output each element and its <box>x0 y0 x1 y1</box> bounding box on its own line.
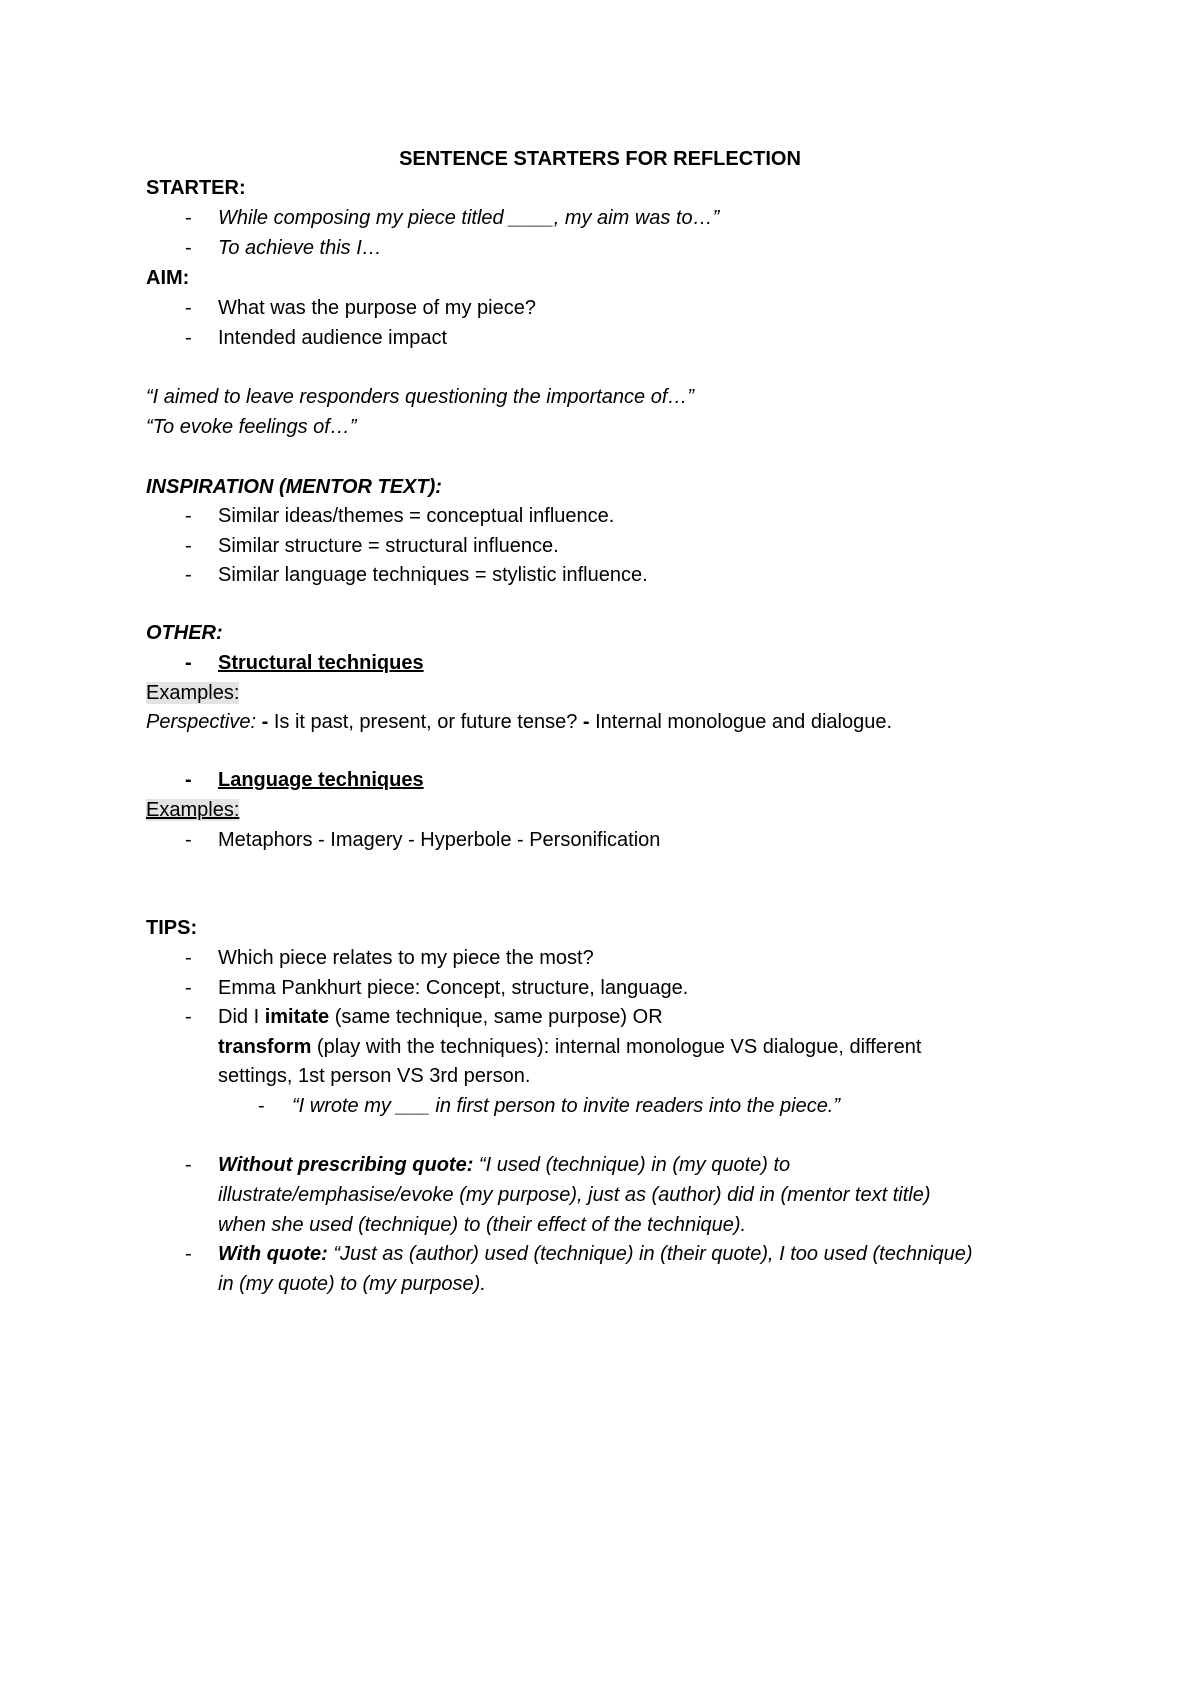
inspiration-item: Similar structure = structural influence. <box>218 535 559 557</box>
dash-bullet: - <box>185 1243 192 1265</box>
aim-quote: “I aimed to leave responders questioning the importance of…” <box>146 386 695 408</box>
tips-heading: TIPS: <box>146 917 198 939</box>
aim-item: Intended audience impact <box>218 327 448 349</box>
dash-bullet: - <box>185 1006 192 1028</box>
transform-term: transform <box>218 1036 312 1058</box>
tip-subitem: “I wrote my ___ in first person to invite readers into the piece.” <box>292 1095 841 1117</box>
examples-label: Examples: <box>146 799 240 821</box>
inspiration-item: Similar language techniques = stylistic influence. <box>218 564 648 586</box>
dash-separator: - <box>577 711 596 733</box>
perspective-line <box>146 709 892 735</box>
dash-bullet: - <box>185 652 192 674</box>
language-techniques-label: Language techniques <box>218 769 424 791</box>
starter-heading: STARTER: <box>146 177 246 199</box>
page-title: SENTENCE STARTERS FOR REFLECTION <box>399 148 801 170</box>
without-quote-label: Without prescribing quote: <box>218 1154 474 1176</box>
aim-quote: “To evoke feelings of…” <box>146 416 357 438</box>
perspective-label: Perspective: <box>146 711 257 733</box>
tip-item-transform: transform (play with the techniques): internal monologue VS dialogue, different <box>218 1036 922 1058</box>
tip-continued: when she used (technique) to (their effect of the technique). <box>218 1214 747 1236</box>
tip-item-imitate: Did I imitate (same technique, same purpose) OR <box>218 1006 663 1028</box>
inspiration-heading: INSPIRATION (MENTOR TEXT): <box>146 476 442 498</box>
inspiration-item: Similar ideas/themes = conceptual influence. <box>218 505 615 527</box>
tip-item: Emma Pankhurt piece: Concept, structure, language. <box>218 977 689 999</box>
tip-item-continued: settings, 1st person VS 3rd person. <box>218 1065 531 1087</box>
language-examples: Metaphors - Imagery - Hyperbole - Personification <box>218 829 661 851</box>
tip-continued: in (my quote) to (my purpose). <box>218 1273 486 1295</box>
starter-item: To achieve this I… <box>218 237 382 259</box>
starter-item: While composing my piece titled ____, my aim was to…” <box>218 207 720 229</box>
dash-bullet: - <box>185 237 192 259</box>
dash-bullet: - <box>185 829 192 851</box>
dash-bullet: - <box>185 535 192 557</box>
dash-bullet: - <box>185 207 192 229</box>
dash-bullet: - <box>185 327 192 349</box>
tip-item: Which piece relates to my piece the most? <box>218 947 594 969</box>
dash-bullet: - <box>185 505 192 527</box>
dash-bullet: - <box>185 769 192 791</box>
tip-with-quote: With quote: “Just as (author) used (technique) in (their quote), I too used (technique) <box>218 1243 973 1265</box>
dash-bullet: - <box>258 1095 265 1117</box>
other-heading: OTHER: <box>146 622 223 644</box>
dash-bullet: - <box>185 947 192 969</box>
dash-separator: - <box>256 711 274 733</box>
with-quote-label: With quote: <box>218 1243 328 1265</box>
examples-label: Examples: <box>146 682 240 704</box>
dash-bullet: - <box>185 1154 192 1176</box>
dash-bullet: - <box>185 297 192 319</box>
tip-continued: illustrate/emphasise/evoke (my purpose), just as (author) did in (mentor text title) <box>218 1184 931 1206</box>
aim-item: What was the purpose of my piece? <box>218 297 536 319</box>
dash-bullet: - <box>185 977 192 999</box>
perspective-text: Is it past, present, or future tense? <box>273 711 578 733</box>
aim-heading: AIM: <box>146 267 190 289</box>
perspective-text: Internal monologue and dialogue. <box>595 711 893 733</box>
imitate-term: imitate <box>264 1006 330 1028</box>
structural-techniques-label: Structural techniques <box>218 652 424 674</box>
tip-without-quote: Without prescribing quote: “I used (technique) in (my quote) to <box>218 1154 791 1176</box>
dash-bullet: - <box>185 564 192 586</box>
